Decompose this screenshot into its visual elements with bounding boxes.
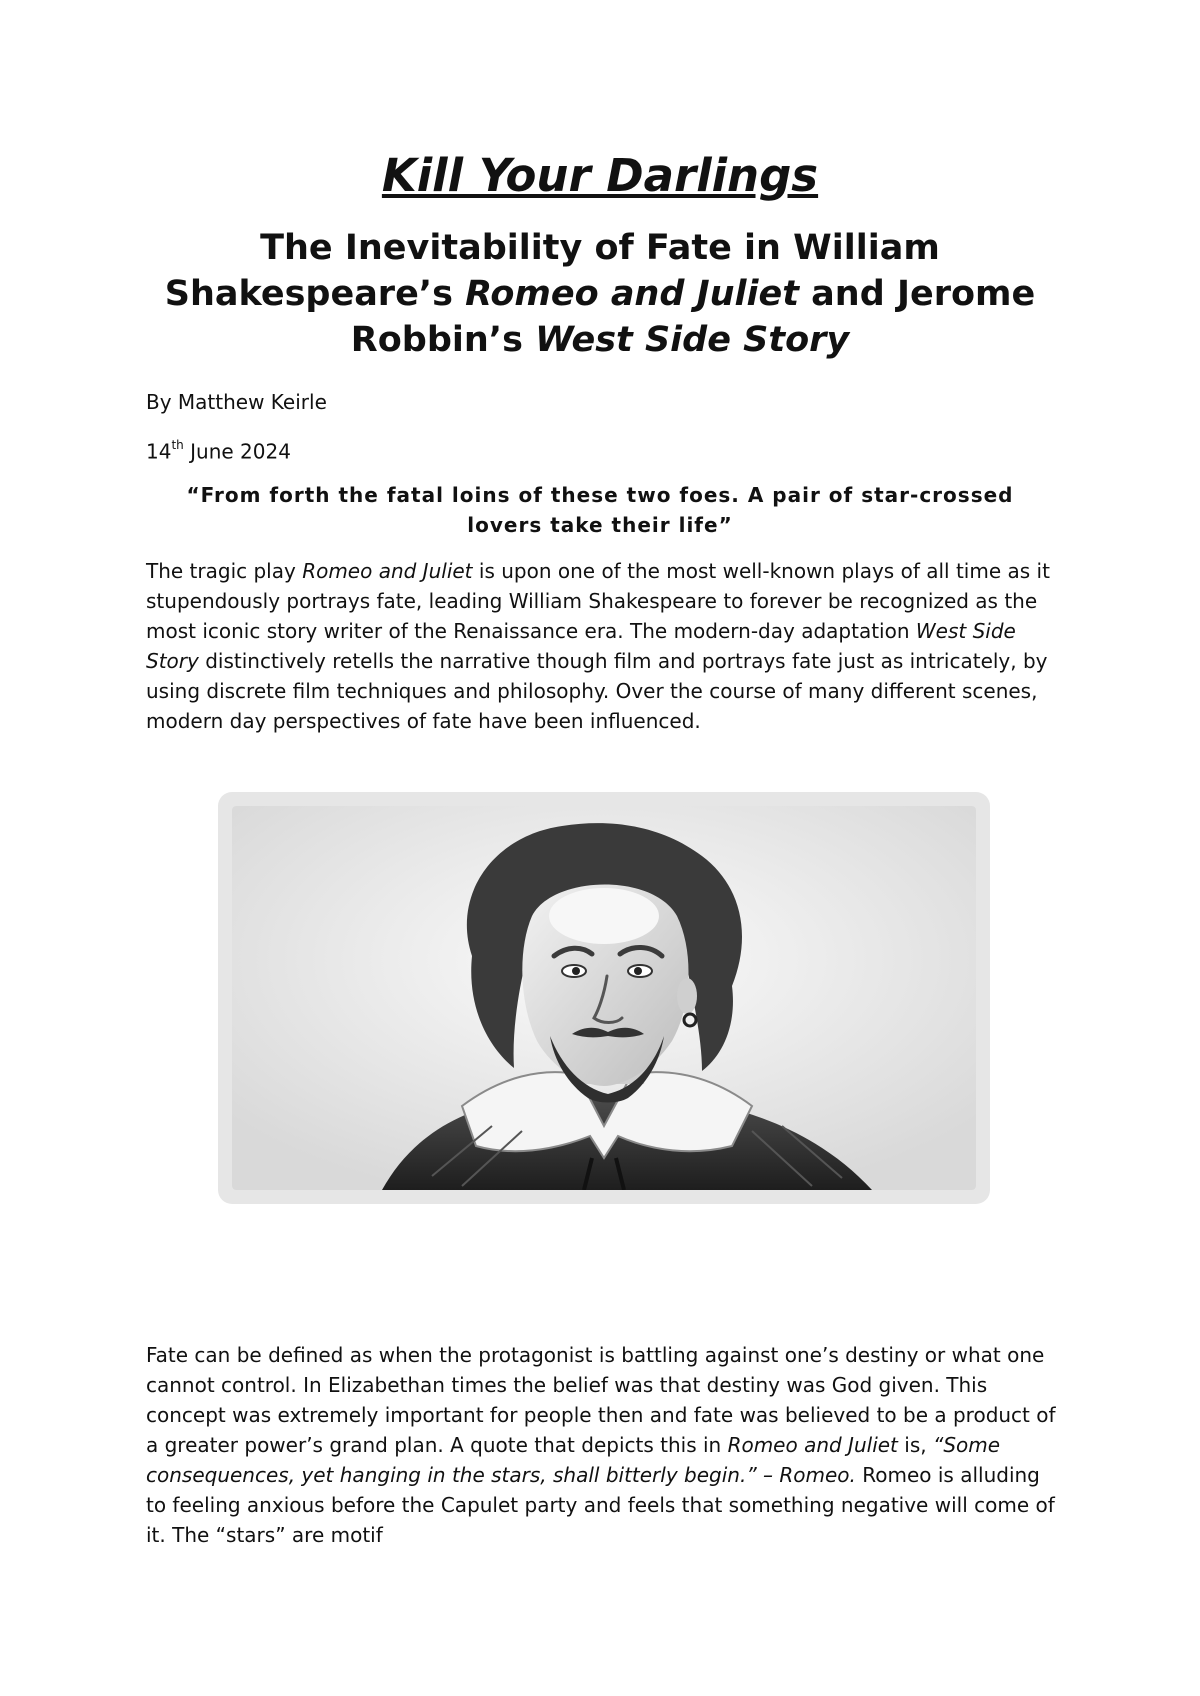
p1-text-2: is upon one of the most well-known plays of all time as it stupendously portrays fate, leading William Shakespeare to forever be recognized as the most iconic story writer of the Renaissance era. The modern-day adaptation <box>146 559 1050 643</box>
p1-text-1: The tragic play <box>146 559 303 583</box>
p1-italic-1: Romeo and Juliet <box>302 559 473 583</box>
portrait-frame <box>218 792 990 1204</box>
shakespeare-portrait-icon <box>232 806 976 1190</box>
p1-italic-2: West Side Story <box>146 619 1016 673</box>
document-subtitle <box>140 225 1060 363</box>
p2-text-3: Romeo is alluding to feeling anxious before the Capulet party and feels that something negative will come of it. The “stars” are motif <box>146 1463 1055 1547</box>
intro-paragraph <box>146 556 1066 736</box>
date-suffix: th <box>171 438 184 452</box>
subtitle-work-1: Romeo and Juliet <box>465 274 799 314</box>
byline: By Matthew Keirle <box>146 390 327 414</box>
p2-text-1: Fate can be defined as when the protagonist is battling against one’s destiny or what one cannot control. In Elizabethan times the belief was that destiny was God given. This concept was extremely important for people then and fate was believed to be a product of a greater power’s grand plan. A quote that depicts this in <box>146 1343 1056 1457</box>
epigraph-quote: “From forth the fatal loins of these two foes. A pair of star-crossed lovers take their life” <box>186 483 1014 537</box>
p1-text-3: distinctively retells the narrative though film and portrays fate just as intricately, by using discrete film techniques and philosophy. Over the course of many different scenes, modern day perspectives of fate have been influenced. <box>146 649 1048 733</box>
p2-text-2: is, <box>897 1433 933 1457</box>
subtitle-text-1: The Inevitability of Fate in William Shakespeare’s <box>164 228 940 314</box>
fate-paragraph <box>146 1340 1066 1550</box>
document-title: Kill Your Darlings <box>381 149 819 202</box>
p2-italic-1: Romeo and Juliet <box>727 1433 898 1457</box>
date-rest: June 2024 <box>183 439 291 464</box>
publish-date <box>146 434 291 465</box>
subtitle-text-2: and Jerome Robbin’s <box>350 274 1036 360</box>
subtitle-work-2: West Side Story <box>535 320 850 360</box>
date-day: 14 <box>146 439 172 464</box>
p2-italic-2: “Some consequences, yet hanging in the stars, shall bitterly begin.” – Romeo. <box>146 1433 1001 1487</box>
